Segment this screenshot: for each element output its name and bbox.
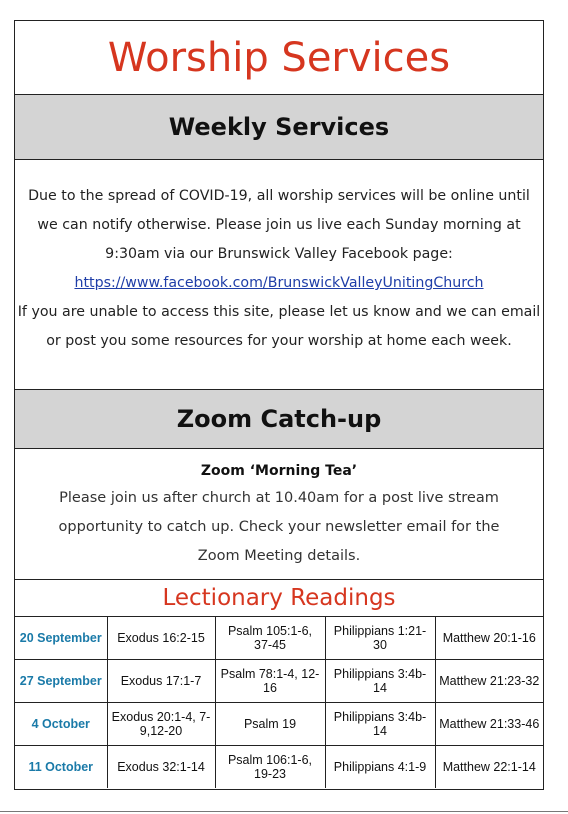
reading-psalm: Psalm 105:1-6, 37-45 bbox=[215, 617, 325, 660]
zoom-catchup-body bbox=[15, 449, 543, 580]
lectionary-heading: Lectionary Readings bbox=[15, 580, 543, 617]
zoom-line: Please join us after church at 10.40am for a post live stream bbox=[59, 490, 499, 506]
reading-epistle: Philippians 3:4b-14 bbox=[325, 703, 435, 746]
weekly-line: Due to the spread of COVID-19, all worship services will be online until bbox=[28, 188, 530, 204]
zoom-catchup-heading: Zoom Catch-up bbox=[15, 389, 543, 449]
reading-psalm: Psalm 19 bbox=[215, 703, 325, 746]
reading-ot: Exodus 32:1-14 bbox=[107, 746, 215, 789]
reading-epistle: Philippians 3:4b-14 bbox=[325, 660, 435, 703]
lectionary-table bbox=[15, 617, 543, 788]
table-row bbox=[15, 746, 543, 789]
reading-date: 20 September bbox=[15, 617, 107, 660]
reading-epistle: Philippians 1:21-30 bbox=[325, 617, 435, 660]
table-row bbox=[15, 617, 543, 660]
reading-date: 4 October bbox=[15, 703, 107, 746]
weekly-services-body bbox=[15, 160, 543, 389]
facebook-link[interactable]: https://www.facebook.com/BrunswickValleyUnitingChurch bbox=[74, 275, 484, 291]
reading-date: 27 September bbox=[15, 660, 107, 703]
reading-psalm: Psalm 106:1-6, 19-23 bbox=[215, 746, 325, 789]
zoom-line: opportunity to catch up. Check your newsletter email for the bbox=[58, 519, 500, 535]
weekly-line: or post you some resources for your worship at home each week. bbox=[46, 333, 512, 349]
weekly-services-heading: Weekly Services bbox=[15, 95, 543, 160]
reading-gospel: Matthew 21:33-46 bbox=[435, 703, 543, 746]
weekly-line: 9:30am via our Brunswick Valley Facebook page: bbox=[105, 246, 453, 262]
table-row bbox=[15, 660, 543, 703]
page-bottom-rule bbox=[0, 811, 568, 812]
worship-services-panel bbox=[14, 20, 544, 790]
reading-psalm: Psalm 78:1-4, 12-16 bbox=[215, 660, 325, 703]
reading-gospel: Matthew 21:23-32 bbox=[435, 660, 543, 703]
zoom-line: Zoom Meeting details. bbox=[197, 548, 361, 564]
reading-ot: Exodus 16:2-15 bbox=[107, 617, 215, 660]
reading-gospel: Matthew 20:1-16 bbox=[435, 617, 543, 660]
weekly-line: we can notify otherwise. Please join us live each Sunday morning at bbox=[37, 217, 521, 233]
reading-date: 11 October bbox=[15, 746, 107, 789]
page-title: Worship Services bbox=[15, 21, 543, 95]
zoom-subtitle: Zoom ‘Morning Tea’ bbox=[200, 463, 358, 479]
reading-gospel: Matthew 22:1-14 bbox=[435, 746, 543, 789]
weekly-line: If you are unable to access this site, please let us know and we can email bbox=[17, 304, 541, 320]
reading-epistle: Philippians 4:1-9 bbox=[325, 746, 435, 789]
reading-ot: Exodus 17:1-7 bbox=[107, 660, 215, 703]
table-row bbox=[15, 703, 543, 746]
reading-ot: Exodus 20:1-4, 7-9,12-20 bbox=[107, 703, 215, 746]
